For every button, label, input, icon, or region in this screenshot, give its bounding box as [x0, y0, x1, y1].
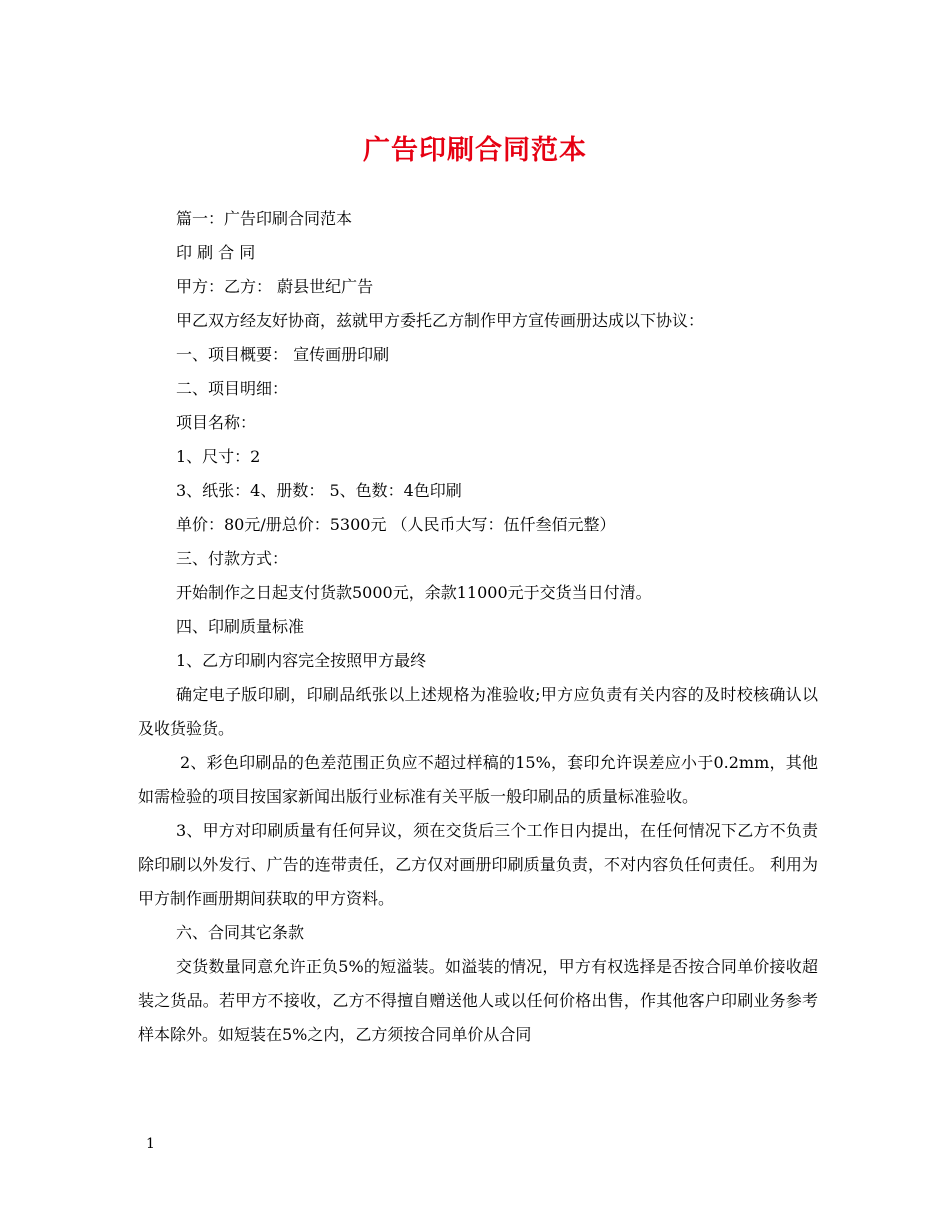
text-line: 甲乙双方经友好协商，兹就甲方委托乙方制作甲方宣传画册达成以下协议：	[176, 311, 705, 330]
section-heading: 六、合同其它条款	[176, 923, 305, 942]
document-title: 广告印刷合同范本	[363, 135, 587, 166]
text-line: 1、乙方印刷内容完全按照甲方最终	[176, 651, 427, 670]
paragraph: 3、甲方对印刷质量有任何异议，须在交货后三个工作日内提出，在任何情况下乙方不负责除印刷以外发行、广告的连带责任，乙方仅对画册印刷质量负责，不对内容负任何责任。 利用为甲方制作画册期间获取的甲方资料。	[138, 821, 818, 908]
text-line: 甲方：乙方： 蔚县世纪广告	[176, 277, 374, 296]
text-line: 一、项目概要： 宣传画册印刷	[176, 345, 390, 364]
text-line: 四、印刷质量标准	[176, 617, 305, 636]
text-line: 3、纸张：4、册数： 5、色数：4色印刷	[176, 481, 462, 500]
text-line: 1、尺寸：2	[176, 447, 261, 466]
text-line: 项目名称：	[176, 413, 257, 432]
paragraph: 交货数量同意允许正负5%的短溢装。如溢装的情况，甲方有权选择是否按合同单价接收超装之货品。若甲方不接收，乙方不得擅自赠送他人或以任何价格出售，作其他客户印刷业务参考样本除外。如短装在5%之内，乙方须按合同单价从合同	[138, 957, 818, 1044]
page-number: 1	[146, 1136, 155, 1152]
paragraph: 2、彩色印刷品的色差范围正负应不超过样稿的15%，套印允许误差应小于0.2mm，其他如需检验的项目按国家新闻出版行业标准有关平版一般印刷品的质量标准验收。	[138, 753, 818, 806]
text-line: 印 刷 合 同	[176, 243, 256, 262]
text-line: 开始制作之日起支付货款5000元，余款11000元于交货当日付清。	[176, 583, 652, 602]
text-line: 篇一：广告印刷合同范本	[176, 209, 353, 228]
text-line: 单价：80元/册总价：5300元 （人民币大写：伍仟叁佰元整）	[176, 515, 616, 534]
document-body	[138, 202, 818, 1052]
text-line: 二、项目明细：	[176, 379, 289, 398]
text-line: 三、付款方式：	[176, 549, 289, 568]
paragraph: 确定电子版印刷，印刷品纸张以上述规格为准验收;甲方应负责有关内容的及时校核确认以及收货验货。	[138, 685, 818, 738]
